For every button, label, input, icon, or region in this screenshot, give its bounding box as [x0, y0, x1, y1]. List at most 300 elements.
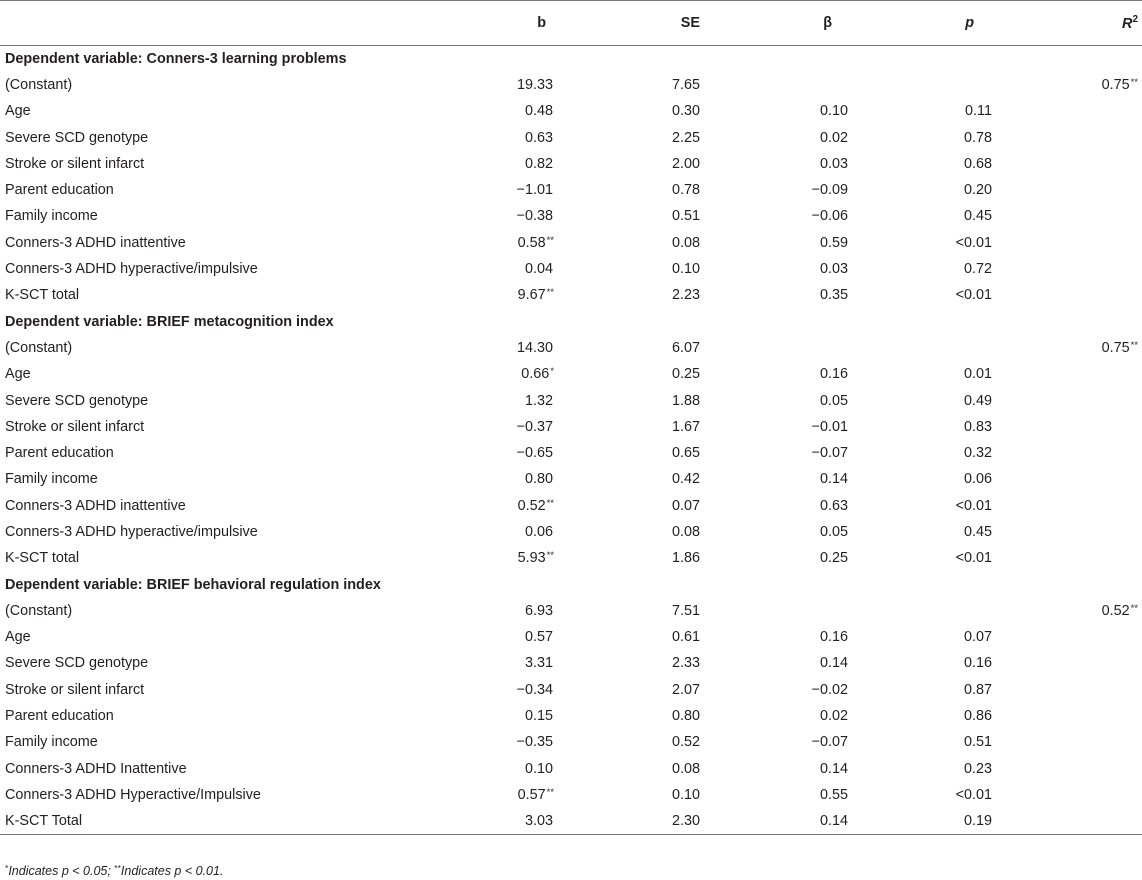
- cell-beta: [708, 414, 848, 440]
- cell-b: [452, 729, 554, 755]
- cell-p: [848, 335, 992, 361]
- cell-b: [452, 361, 554, 387]
- cell-r2: [992, 72, 1142, 98]
- cell-se-value: 1.67: [671, 418, 700, 435]
- row-label-value: Severe SCD genotype: [5, 392, 149, 409]
- cell-p-value: <0.01: [955, 497, 992, 514]
- cell-se-value: 2.33: [671, 655, 700, 672]
- cell-r2: [992, 98, 1142, 124]
- row-label-value: K-SCT total: [5, 550, 80, 567]
- cell-se: [554, 230, 708, 256]
- cell-b-value: 19.33: [516, 76, 553, 93]
- row-label-value: K-SCT total: [5, 287, 80, 304]
- cell-beta: [708, 151, 848, 177]
- table-row: [0, 361, 1142, 387]
- cell-p-value: 0.68: [963, 155, 992, 172]
- cell-beta: [708, 493, 848, 519]
- table-row: [0, 493, 1142, 519]
- table-row: [0, 650, 1142, 676]
- row-label: [0, 624, 452, 650]
- cell-beta-value: 0.05: [819, 392, 848, 409]
- cell-b-value: 0.04: [524, 261, 553, 278]
- row-label-value: Parent education: [5, 182, 114, 199]
- cell-b: [452, 545, 554, 571]
- cell-beta-value: −0.07: [811, 445, 848, 462]
- cell-beta: [708, 624, 848, 650]
- cell-beta-value: 0.14: [819, 471, 848, 488]
- cell-p: [848, 808, 992, 834]
- cell-b: [452, 256, 554, 282]
- cell-b-value: 0.58: [517, 234, 546, 251]
- cell-r2: [992, 782, 1142, 808]
- cell-b-value: 0.57: [524, 629, 553, 646]
- cell-se-value: 0.65: [671, 445, 700, 462]
- cell-se: [554, 545, 708, 571]
- cell-r2: [992, 493, 1142, 519]
- cell-beta-value: 0.14: [819, 655, 848, 672]
- cell-se-value: 0.08: [671, 523, 700, 540]
- cell-r2-value: 0.75: [1101, 76, 1130, 93]
- cell-p-value: 0.49: [963, 392, 992, 409]
- cell-se-value: 0.08: [671, 234, 700, 251]
- cell-se-value: 0.52: [671, 734, 700, 751]
- row-label: [0, 230, 452, 256]
- section-header-row: [0, 46, 1142, 72]
- cell-b-significance: *: [550, 366, 554, 378]
- cell-r2-value: 0.52: [1101, 602, 1130, 619]
- cell-beta: [708, 545, 848, 571]
- table-row: [0, 151, 1142, 177]
- table-row: [0, 335, 1142, 361]
- row-label: [0, 440, 452, 466]
- cell-beta-value: 0.35: [819, 287, 848, 304]
- cell-p: [848, 387, 992, 413]
- cell-beta-value: 0.25: [819, 550, 848, 567]
- table-row: [0, 624, 1142, 650]
- cell-se-value: 7.65: [671, 76, 700, 93]
- cell-p: [848, 545, 992, 571]
- cell-beta: [708, 650, 848, 676]
- cell-b: [452, 598, 554, 624]
- cell-beta-value: 0.02: [819, 129, 848, 146]
- cell-r2: [992, 177, 1142, 203]
- row-label: [0, 124, 452, 150]
- cell-p: [848, 124, 992, 150]
- cell-se-value: 6.07: [671, 339, 700, 356]
- row-label-value: Parent education: [5, 708, 114, 725]
- cell-se-value: 0.80: [671, 708, 700, 725]
- row-label: [0, 729, 452, 755]
- cell-beta: [708, 98, 848, 124]
- cell-beta: [708, 466, 848, 492]
- cell-beta-value: 0.63: [819, 497, 848, 514]
- cell-r2: [992, 624, 1142, 650]
- table-row: [0, 230, 1142, 256]
- cell-p: [848, 361, 992, 387]
- cell-r2: [992, 387, 1142, 413]
- cell-p-value: 0.07: [963, 629, 992, 646]
- cell-p: [848, 203, 992, 229]
- footnote-single-mark: *: [5, 863, 9, 873]
- cell-p-value: 0.32: [963, 445, 992, 462]
- cell-b-significance: **: [546, 234, 554, 246]
- cell-se-value: 0.10: [671, 786, 700, 803]
- header-se-text: SE: [680, 15, 700, 31]
- cell-b-value: 0.66: [521, 366, 550, 383]
- cell-b: [452, 466, 554, 492]
- cell-r2: [992, 335, 1142, 361]
- table-row: [0, 729, 1142, 755]
- cell-beta-value: 0.16: [819, 629, 848, 646]
- cell-b-significance: **: [546, 786, 554, 798]
- cell-p: [848, 519, 992, 545]
- cell-p-value: 0.51: [963, 734, 992, 751]
- row-label-value: Conners-3 ADHD hyperactive/impulsive: [5, 261, 258, 278]
- row-label: [0, 387, 452, 413]
- cell-b-value: 6.93: [524, 602, 553, 619]
- row-label-value: Stroke or silent infarct: [5, 681, 145, 698]
- table-row: [0, 545, 1142, 571]
- cell-p: [848, 624, 992, 650]
- header-p-text: p: [965, 15, 974, 31]
- cell-beta: [708, 782, 848, 808]
- cell-p-value: 0.83: [963, 418, 992, 435]
- section-title: Dependent variable: Conners-3 learning problems: [5, 50, 347, 67]
- cell-se: [554, 519, 708, 545]
- cell-b-value: 3.03: [524, 813, 553, 829]
- header-r2-superscript: 2: [1132, 14, 1138, 25]
- row-label-value: Stroke or silent infarct: [5, 418, 145, 435]
- row-label-value: K-SCT Total: [5, 813, 83, 829]
- row-label: [0, 782, 452, 808]
- cell-se: [554, 282, 708, 308]
- cell-p: [848, 72, 992, 98]
- cell-b: [452, 440, 554, 466]
- cell-se: [554, 124, 708, 150]
- cell-beta: [708, 72, 848, 98]
- cell-b-value: 0.82: [524, 155, 553, 172]
- row-label-value: Conners-3 ADHD hyperactive/impulsive: [5, 523, 258, 540]
- cell-se: [554, 729, 708, 755]
- row-label-value: (Constant): [5, 76, 73, 93]
- row-label: [0, 72, 452, 98]
- cell-p-value: 0.01: [963, 366, 992, 383]
- row-label: [0, 650, 452, 676]
- cell-se: [554, 808, 708, 834]
- cell-b-value: −1.01: [516, 182, 553, 199]
- cell-beta: [708, 335, 848, 361]
- cell-b: [452, 203, 554, 229]
- cell-r2: [992, 808, 1142, 834]
- row-label: [0, 282, 452, 308]
- cell-b: [452, 124, 554, 150]
- cell-p-value: 0.11: [965, 103, 992, 120]
- cell-se-value: 0.78: [671, 182, 700, 199]
- cell-b-value: −0.34: [516, 681, 553, 698]
- table-row: [0, 782, 1142, 808]
- cell-se: [554, 624, 708, 650]
- cell-beta-value: 0.14: [819, 760, 848, 777]
- table-row: [0, 282, 1142, 308]
- cell-beta-value: −0.02: [811, 681, 848, 698]
- cell-se: [554, 414, 708, 440]
- cell-p-value: <0.01: [955, 550, 992, 567]
- cell-b-value: 0.63: [524, 129, 553, 146]
- row-label-value: Stroke or silent infarct: [5, 155, 145, 172]
- cell-beta-value: −0.07: [811, 734, 848, 751]
- row-label-value: Conners-3 ADHD Hyperactive/Impulsive: [5, 786, 261, 803]
- cell-p: [848, 598, 992, 624]
- header-row: [0, 1, 1142, 46]
- cell-p-value: <0.01: [955, 287, 992, 304]
- cell-r2: [992, 151, 1142, 177]
- table-row: [0, 756, 1142, 782]
- header-beta-text: β: [823, 15, 832, 31]
- cell-r2: [992, 756, 1142, 782]
- cell-b-value: 0.57: [517, 786, 546, 803]
- cell-beta: [708, 387, 848, 413]
- header-p: [848, 1, 992, 46]
- table-row: [0, 177, 1142, 203]
- cell-b-value: −0.37: [516, 418, 553, 435]
- cell-b-value: −0.65: [516, 445, 553, 462]
- cell-beta-value: 0.10: [819, 103, 848, 120]
- cell-se-value: 0.08: [671, 760, 700, 777]
- cell-se-value: 0.42: [671, 471, 700, 488]
- cell-se: [554, 72, 708, 98]
- cell-b-value: 1.32: [524, 392, 553, 409]
- cell-beta-value: 0.03: [819, 155, 848, 172]
- row-label: [0, 466, 452, 492]
- cell-b: [452, 519, 554, 545]
- cell-b-value: 0.80: [524, 471, 553, 488]
- header-label: [0, 1, 452, 46]
- cell-r2: [992, 440, 1142, 466]
- cell-beta-value: −0.01: [811, 418, 848, 435]
- cell-beta: [708, 598, 848, 624]
- cell-p: [848, 782, 992, 808]
- cell-b-significance: **: [546, 550, 554, 562]
- header-b-text: b: [537, 15, 546, 31]
- row-label: [0, 414, 452, 440]
- row-label: [0, 335, 452, 361]
- cell-b: [452, 282, 554, 308]
- cell-b: [452, 230, 554, 256]
- cell-se: [554, 98, 708, 124]
- cell-beta: [708, 282, 848, 308]
- cell-p: [848, 493, 992, 519]
- table-row: [0, 808, 1142, 834]
- cell-beta: [708, 177, 848, 203]
- cell-b-value: 0.15: [524, 708, 553, 725]
- table-footnote: [5, 863, 223, 878]
- cell-beta: [708, 519, 848, 545]
- cell-beta: [708, 203, 848, 229]
- cell-beta-value: 0.59: [819, 234, 848, 251]
- row-label: [0, 493, 452, 519]
- cell-r2: [992, 677, 1142, 703]
- cell-p-value: 0.19: [963, 813, 992, 829]
- cell-p-value: 0.78: [963, 129, 992, 146]
- row-label-value: Parent education: [5, 445, 114, 462]
- cell-p-value: <0.01: [955, 234, 992, 251]
- cell-se: [554, 782, 708, 808]
- cell-beta: [708, 361, 848, 387]
- cell-p-value: 0.16: [963, 655, 992, 672]
- cell-r2: [992, 124, 1142, 150]
- cell-r2: [992, 650, 1142, 676]
- cell-b-significance: **: [546, 497, 554, 509]
- cell-se-value: 2.25: [671, 129, 700, 146]
- table-row: [0, 98, 1142, 124]
- cell-p: [848, 440, 992, 466]
- row-label: [0, 545, 452, 571]
- cell-se: [554, 598, 708, 624]
- cell-se: [554, 177, 708, 203]
- header-beta: [708, 1, 848, 46]
- table-row: [0, 72, 1142, 98]
- header-r2: [992, 1, 1142, 46]
- cell-r2: [992, 203, 1142, 229]
- row-label-value: Severe SCD genotype: [5, 655, 149, 672]
- cell-p: [848, 256, 992, 282]
- table-row: [0, 256, 1142, 282]
- cell-p-value: 0.20: [963, 182, 992, 199]
- cell-b: [452, 414, 554, 440]
- cell-b-value: 0.10: [524, 760, 553, 777]
- cell-b: [452, 756, 554, 782]
- cell-se-value: 0.61: [671, 629, 700, 646]
- cell-b-value: 14.30: [516, 339, 553, 356]
- cell-r2: [992, 361, 1142, 387]
- cell-r2-significance: **: [1130, 76, 1138, 88]
- cell-se: [554, 203, 708, 229]
- row-label-value: Severe SCD genotype: [5, 129, 149, 146]
- cell-p: [848, 177, 992, 203]
- section-header-row: [0, 308, 1142, 334]
- cell-p: [848, 703, 992, 729]
- cell-b: [452, 177, 554, 203]
- cell-beta-value: −0.09: [811, 182, 848, 199]
- cell-se-value: 0.51: [671, 208, 700, 225]
- table-row: [0, 203, 1142, 229]
- row-label-value: Conners-3 ADHD inattentive: [5, 234, 186, 251]
- cell-r2: [992, 414, 1142, 440]
- row-label: [0, 177, 452, 203]
- cell-b: [452, 387, 554, 413]
- cell-b-value: 5.93: [517, 550, 546, 567]
- table-row: [0, 440, 1142, 466]
- cell-se: [554, 703, 708, 729]
- cell-se: [554, 335, 708, 361]
- cell-p-value: 0.23: [963, 760, 992, 777]
- cell-b: [452, 151, 554, 177]
- cell-p: [848, 230, 992, 256]
- cell-se: [554, 466, 708, 492]
- cell-b: [452, 72, 554, 98]
- cell-p: [848, 729, 992, 755]
- cell-se: [554, 151, 708, 177]
- cell-b-value: −0.38: [516, 208, 553, 225]
- cell-p: [848, 282, 992, 308]
- cell-se: [554, 256, 708, 282]
- row-label: [0, 808, 452, 834]
- cell-r2: [992, 256, 1142, 282]
- row-label: [0, 598, 452, 624]
- table-row: [0, 387, 1142, 413]
- cell-p: [848, 414, 992, 440]
- row-label-value: Conners-3 ADHD Inattentive: [5, 760, 187, 777]
- table-row: [0, 519, 1142, 545]
- cell-r2: [992, 598, 1142, 624]
- cell-beta-value: 0.03: [819, 261, 848, 278]
- cell-se: [554, 677, 708, 703]
- cell-se-value: 0.30: [671, 103, 700, 120]
- cell-p: [848, 151, 992, 177]
- table-row: [0, 124, 1142, 150]
- cell-r2: [992, 729, 1142, 755]
- row-label: [0, 677, 452, 703]
- cell-beta-value: 0.16: [819, 366, 848, 383]
- row-label-value: (Constant): [5, 602, 73, 619]
- row-label: [0, 361, 452, 387]
- table-row: [0, 466, 1142, 492]
- cell-p-value: 0.45: [963, 523, 992, 540]
- cell-se: [554, 361, 708, 387]
- cell-r2: [992, 230, 1142, 256]
- table-row: [0, 598, 1142, 624]
- cell-beta: [708, 703, 848, 729]
- header-b: [452, 1, 554, 46]
- cell-se: [554, 756, 708, 782]
- cell-b-value: 3.31: [524, 655, 553, 672]
- cell-se-value: 2.30: [671, 813, 700, 829]
- cell-beta-value: −0.06: [811, 208, 848, 225]
- cell-p: [848, 650, 992, 676]
- cell-r2-significance: **: [1130, 602, 1138, 614]
- cell-se: [554, 493, 708, 519]
- cell-b-value: −0.35: [516, 734, 553, 751]
- row-label-value: Family income: [5, 208, 98, 225]
- row-label: [0, 519, 452, 545]
- cell-se-value: 1.86: [671, 550, 700, 567]
- cell-beta: [708, 440, 848, 466]
- cell-b-value: 0.48: [524, 103, 553, 120]
- cell-p-value: 0.72: [963, 261, 992, 278]
- cell-b-value: 9.67: [517, 287, 546, 304]
- cell-beta-value: 0.05: [819, 523, 848, 540]
- cell-b: [452, 677, 554, 703]
- cell-se: [554, 440, 708, 466]
- footnote-single-text: Indicates p < 0.05;: [8, 864, 115, 878]
- cell-p-value: 0.45: [963, 208, 992, 225]
- section-title: Dependent variable: BRIEF metacognition index: [5, 313, 334, 330]
- cell-se: [554, 650, 708, 676]
- cell-beta-value: 0.02: [819, 708, 848, 725]
- row-label: [0, 756, 452, 782]
- row-label: [0, 151, 452, 177]
- cell-b: [452, 808, 554, 834]
- table-row: [0, 703, 1142, 729]
- cell-p: [848, 466, 992, 492]
- footnote-double-mark: **: [114, 863, 121, 873]
- row-label: [0, 203, 452, 229]
- table-header: [0, 1, 1142, 46]
- cell-b: [452, 703, 554, 729]
- cell-beta: [708, 729, 848, 755]
- cell-se-value: 0.10: [671, 261, 700, 278]
- cell-r2-value: 0.75: [1101, 339, 1130, 356]
